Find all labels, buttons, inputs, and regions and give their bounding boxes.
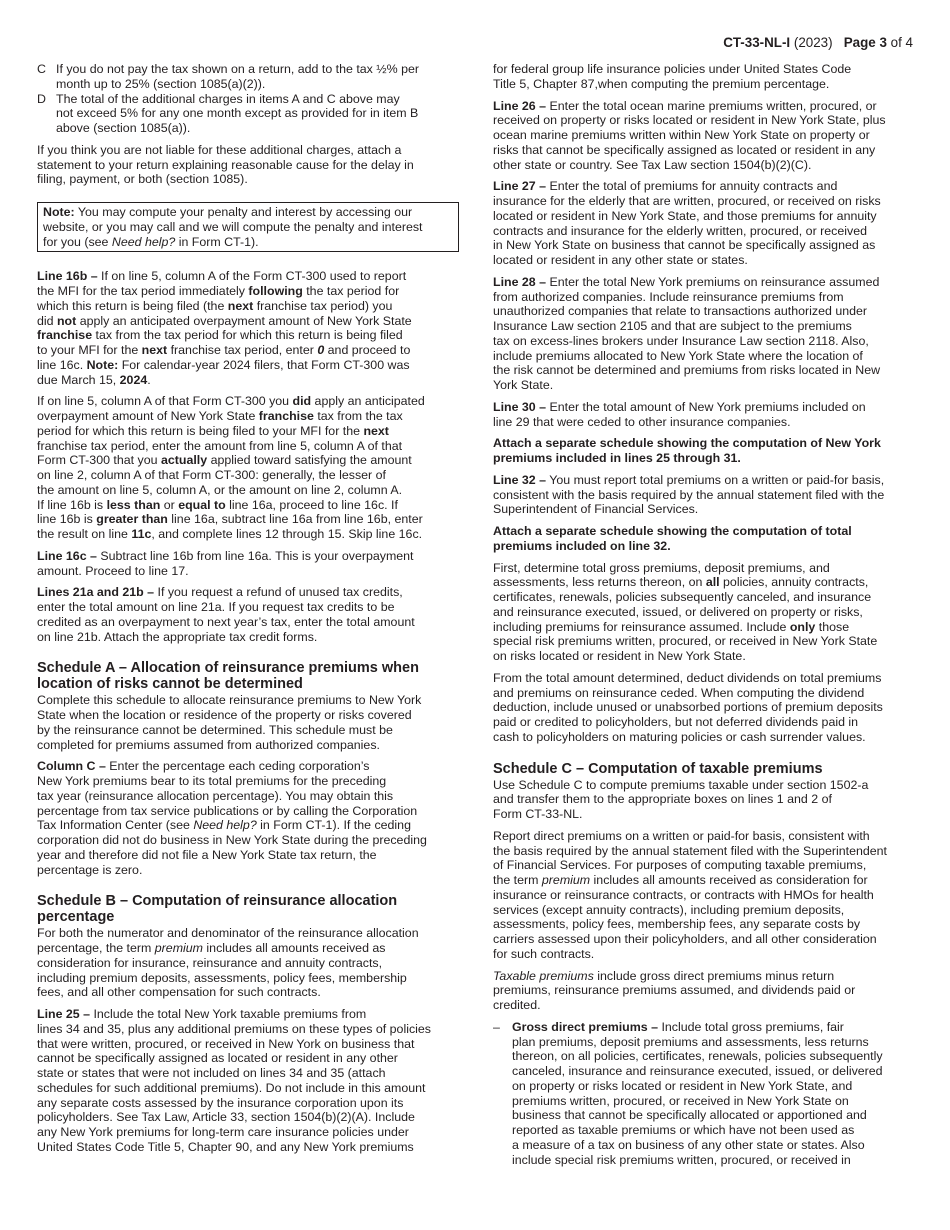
text-run: For calendar-year 2024 filers, that Form CT-300 was due March 15, bbox=[37, 357, 410, 387]
line-32-instructions bbox=[493, 473, 915, 517]
text-run: franchise tax period, enter the amount from line 5, column A of that Form CT-300 that you bbox=[37, 438, 403, 468]
text-run: include gross direct premiums minus return premiums, reinsurance premiums assumed, and dividends paid or credited. bbox=[493, 968, 856, 1012]
text-run: apply an anticipated overpayment amount of New York State bbox=[37, 394, 425, 423]
taxable-premiums-paragraph bbox=[493, 969, 915, 1013]
text-run: includes all amounts received as consideration for insurance, reinsurance and annuity contracts, including premium deposits, assessments, policy fees, membership fees, and all other compensation for such contracts. bbox=[37, 941, 407, 1000]
text-run: applied toward satisfying the amount on line 2, column A of that Form CT-300: generally, the lesser of the amount on line 5, column A, or the amount on line 2, column A. If line 16b is bbox=[37, 453, 412, 512]
line-26-instructions bbox=[493, 99, 915, 173]
italic-run: premium bbox=[541, 873, 591, 887]
list-item bbox=[493, 1020, 915, 1168]
schedule-a-heading: Schedule A – Allocation of reinsurance premiums when location of risks cannot be determined bbox=[37, 660, 419, 693]
bold-run: following bbox=[248, 284, 303, 298]
line-lead: Column C – bbox=[37, 759, 106, 774]
line-28-instructions bbox=[493, 275, 915, 393]
line-lead: Gross direct premiums – bbox=[512, 1019, 658, 1034]
item-text: The total of the additional charges in items A and C above may not exceed 5% for any one month except as provided for in item B above (section 1085(a)). bbox=[56, 91, 419, 135]
text-run: If on line 5, column A of the Form CT-300 used to report the MFI for the tax period immediately bbox=[37, 269, 407, 298]
charges-list bbox=[37, 62, 459, 136]
text-run: First, determine total gross premiums, deposit premiums, and assessments, less returns thereon, on bbox=[493, 560, 830, 590]
text-run: Enter the percentage each ceding corporation’s New York premiums bear to its total premiums for the preceding tax year (reinsurance allocation percentage). You may obtain this percentage from tax service publications or by calling the Corporation Tax Information Center (see bbox=[37, 759, 418, 833]
penalty-note-box bbox=[37, 202, 459, 252]
page-header bbox=[723, 36, 913, 51]
text-run: Enter the total of premiums for annuity contracts and insurance for the elderly that are written, procured, or received on risks located or resident in New York State, and those premiums for annuity contracts and insurance for the elderly written, procured, or received in New York State on business that cannot be specifically assigned as located or resident in any other state or states. bbox=[493, 179, 881, 267]
text-run: , and complete lines 12 through 15. Skip line 16c. bbox=[151, 527, 423, 541]
left-column bbox=[37, 62, 459, 1162]
bold-run: next bbox=[363, 423, 389, 438]
bold-run: franchise bbox=[37, 328, 93, 343]
text-run: Include total gross premiums, fair plan premiums, deposit premiums and assessments, less returns thereon, on all policies, certificates, renewals, policies subsequently canceled, insurance and reinsurance executed, issued, or delivered on property or risks located or resident in New York State, and premiums written, procured, or received in New York State on business that cannot be specifically allocated or apportioned and reported as taxable premiums or which have not been used as a measure of a tax on business of any other state or states. Also include special risk premiums written, procured, or received in bbox=[512, 1019, 883, 1167]
page-of: of 4 bbox=[886, 35, 913, 50]
line-lead: Line 32 – bbox=[493, 472, 547, 487]
line-lead: Line 27 – bbox=[493, 179, 547, 194]
text-run: Subtract line 16b from line 16a. This is your overpayment amount. Proceed to line 17. bbox=[37, 548, 414, 578]
item-letter: C bbox=[37, 62, 46, 76]
text-run: Include the total New York taxable premiums from lines 34 and 35, plus any additional premiums on these types of policies that were written, procured, or received in New York on business that cannot be specifically assigned as located or resident in any other state or states that were not included on lines 34 and 35 (attach schedules for such additional premiums). Do not include in this amount any separate costs assessed by the insurance corporation upon its policyholders. See Tax Law, Article 33, section 1504(b)(2)(A). Include any New York premiums for long-term care insurance policies under United States Code Title 5, Chapter 90, and any New York premiums bbox=[37, 1007, 431, 1154]
deduct-dividends-paragraph: From the total amount determined, deduct dividends on total premiums and premiums on reinsurance ceded. When computing the dividend deduction, include unused or unabsorbed portions of premium deposits paid or credited to policyholders, but not deferred dividends paid in cash to policyholders on maturing policies or cash surrender values. bbox=[493, 670, 883, 744]
text-run: franchise tax period, enter bbox=[167, 343, 318, 357]
line-16b-instructions bbox=[37, 269, 459, 387]
line-lead: Line 25 – bbox=[37, 1007, 91, 1021]
bold-italic-zero: 0 bbox=[317, 343, 325, 357]
note-label: Note: bbox=[43, 205, 75, 219]
text-run: . bbox=[147, 372, 151, 387]
italic-run: premium bbox=[154, 941, 203, 955]
text-run: includes all amounts received as consideration for insurance or reinsurance contracts, or contracts with HMOs for health services (except annuity contracts), including premium deposits, assessments, policy fees, membership fees, any separate costs by carriers assessed upon their policyholders, and all other consideration for such contracts. bbox=[493, 873, 877, 961]
dash-bullet: – bbox=[493, 1019, 500, 1034]
continued-paragraph: for federal group life insurance policies under United States Code Title 5, Chapter 87,when computing the premium percentage. bbox=[493, 62, 852, 91]
lines-21-instructions bbox=[37, 585, 459, 644]
bold-run: actually bbox=[160, 453, 208, 468]
bold-run: Note: bbox=[86, 357, 119, 372]
premium-definitions-list bbox=[493, 1020, 915, 1168]
text-run: Report direct premiums on a written or paid-for basis, consistent with the basis required by the annual statement filed with the Superintendent of Financial Services. For purposes of computing taxable premiums, the term bbox=[493, 828, 888, 887]
bold-run: only bbox=[789, 619, 816, 634]
schedule-a-paragraph: Complete this schedule to allocate reinsurance premiums to New York State when the location or residence of the property or risks covered by the reinsurance cannot be determined. This schedule must be completed for premiums assumed from authorized companies. bbox=[37, 693, 422, 752]
text-run: If on line 5, column A of that Form CT-300 you bbox=[37, 394, 293, 409]
line-lead: Line 16b – bbox=[37, 269, 98, 284]
note-text: You may compute your penalty and interest by accessing our website, or you may call and we will compute the penalty and interest for you (see bbox=[43, 205, 423, 249]
text-run: For both the numerator and denominator of the reinsurance allocation percentage, the term bbox=[37, 926, 419, 955]
page-label: Page 3 bbox=[843, 35, 887, 50]
schedule-b-paragraph bbox=[37, 926, 459, 1000]
schedule-c-heading: Schedule C – Computation of taxable premiums bbox=[493, 760, 823, 777]
bold-run: next bbox=[141, 343, 168, 357]
line-16c-instructions bbox=[37, 549, 459, 579]
bold-run: not bbox=[56, 313, 77, 328]
item-letter: D bbox=[37, 91, 46, 106]
report-direct-premiums-paragraph bbox=[493, 829, 915, 962]
bold-run: franchise bbox=[258, 409, 314, 423]
bold-run: 11c bbox=[131, 527, 152, 541]
line-16b-continued bbox=[37, 394, 459, 542]
text-run: Enter the total New York premiums on reinsurance assumed from authorized companies. Include reinsurance premiums from unauthorized companies that relate to transactions authorized under Insurance Law section 2105 and that are subject to the premiums tax on excess-lines brokers under Insurance Law section 2118. Also, include premiums allocated to New York State where the location of the risk cannot be determined and premiums from risks located in New York State. bbox=[493, 274, 881, 392]
list-item bbox=[37, 92, 459, 136]
text-run: or bbox=[160, 497, 179, 512]
list-item bbox=[37, 62, 459, 92]
right-column bbox=[493, 62, 915, 1167]
form-id: CT-33-NL-I bbox=[723, 35, 791, 50]
bold-run: next bbox=[227, 298, 254, 313]
text-run: tax from the tax period for which this return is being filed to your MFI for the bbox=[37, 328, 403, 357]
text-run: franchise tax period) you did bbox=[37, 298, 393, 328]
text-run: You must report total premiums on a written or paid-for basis, consistent with the basis required by the annual statement filed with the Superintendent of Financial Services. bbox=[493, 472, 885, 517]
form-year: (2023) bbox=[790, 35, 833, 50]
text-run: line 16a, subtract line 16a from line 16b, enter the result on line bbox=[37, 512, 423, 541]
italic-run: Need help? bbox=[193, 818, 257, 833]
bold-run: all bbox=[705, 575, 720, 590]
reasonable-cause-paragraph: If you think you are not liable for these additional charges, attach a statement to your return explaining reasonable cause for the delay in filing, payment, or both (section 1085). bbox=[37, 142, 414, 187]
bold-run: greater than bbox=[96, 512, 168, 527]
bold-run: Attach a separate schedule showing the computation of New York premiums included in lines 25 through 31. bbox=[493, 436, 881, 465]
first-determine-paragraph bbox=[493, 561, 915, 664]
bold-run: less than bbox=[106, 497, 161, 512]
line-lead: Line 26 – bbox=[493, 98, 547, 113]
text-run: apply an anticipated overpayment amount of New York State bbox=[79, 313, 412, 328]
line-25-instructions bbox=[37, 1007, 459, 1155]
text-run: If you request a refund of unused tax credits, enter the total amount on line 21a. If you request tax credits to be credited as an overpayment to next year’s tax, enter the total amount on line 21b. Attach the appropriate tax credit forms. bbox=[37, 585, 415, 644]
text-run: those special risk premiums written, procured, or received in New York State on risks located or resident in New York State. bbox=[493, 619, 878, 663]
line-27-instructions bbox=[493, 179, 915, 268]
text-run: Enter the total amount of New York premiums included on line 29 that were ceded to other insurance companies. bbox=[493, 399, 866, 429]
line-lead: Lines 21a and 21b – bbox=[37, 585, 155, 600]
bold-run: Attach a separate schedule showing the computation of total premiums included on line 32. bbox=[493, 524, 852, 553]
text-run: policies, annuity contracts, certificates, renewals, policies subsequently canceled, and insurance and reinsurance executed, issued, or delivered on property or risks, including premiums for reinsurance assumed. Include bbox=[493, 575, 872, 634]
attach-schedule-note-1 bbox=[493, 436, 915, 466]
item-text: If you do not pay the tax shown on a return, add to the tax ½% per month up to 25% (section 1085(a)(2)). bbox=[56, 62, 420, 91]
line-30-instructions bbox=[493, 400, 915, 430]
schedule-c-paragraph: Use Schedule C to compute premiums taxable under section 1502-a and transfer them to the appropriate boxes on lines 1 and 2 of Form CT-33-NL. bbox=[493, 777, 869, 821]
gross-direct-premiums-text bbox=[512, 1020, 883, 1168]
bold-run: equal to bbox=[178, 497, 226, 512]
schedule-b-heading: Schedule B – Computation of reinsurance allocation percentage bbox=[37, 893, 398, 926]
text-run: Enter the total ocean marine premiums written, procured, or received on property or risks located or resident in New York State, plus ocean marine premiums written within New York State on property or risks that cannot be specifically assigned as located or resident in any other state or country. See Tax Law section 1504(b)(2)(C). bbox=[493, 98, 886, 172]
text-run: in Form CT-1). If the ceding corporation did not do business in New York State during the preceding year and therefore did not file a New York State tax return, the percentage is zero. bbox=[37, 818, 427, 877]
attach-schedule-note-2 bbox=[493, 524, 915, 554]
column-c-instructions bbox=[37, 759, 459, 877]
note-reference: Need help? bbox=[111, 234, 176, 249]
text-run: line 16a, proceed to line 16c. If line 16b is bbox=[37, 497, 398, 527]
italic-run: Taxable premiums bbox=[493, 968, 594, 983]
bold-run: 2024 bbox=[119, 372, 148, 387]
line-lead: Line 30 – bbox=[493, 399, 547, 414]
text-run: tax from the tax period for which this return is being filed to your MFI for the bbox=[37, 409, 403, 438]
line-lead: Line 28 – bbox=[493, 274, 547, 289]
note-text-end: in Form CT-1). bbox=[175, 234, 259, 249]
text-run: and proceed to line 16c. bbox=[37, 343, 411, 372]
text-run: the tax period for which this return is being filed (the bbox=[37, 284, 400, 313]
line-lead: Line 16c – bbox=[37, 548, 97, 563]
bold-run: did bbox=[292, 394, 312, 409]
